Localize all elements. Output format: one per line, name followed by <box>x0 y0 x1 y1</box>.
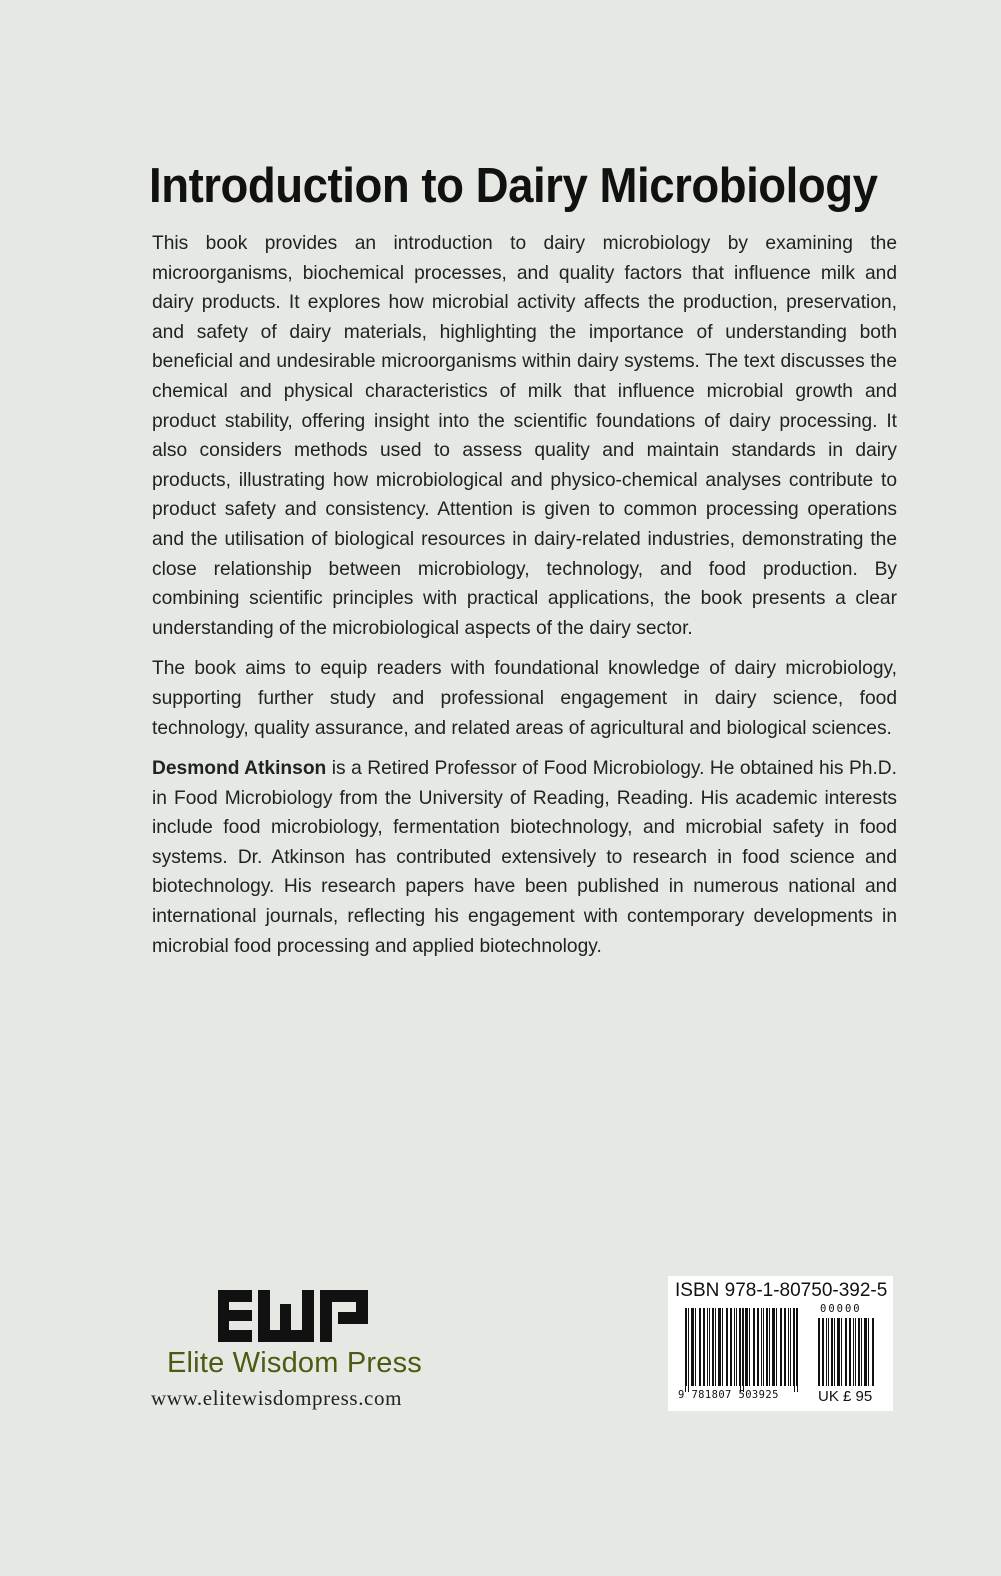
barcode-bar <box>736 1308 737 1386</box>
barcode-bar <box>749 1308 750 1386</box>
isbn-number: ISBN 978-1-80750-392-5 <box>675 1280 888 1301</box>
barcode-bar <box>796 1308 797 1386</box>
barcode-bar <box>715 1308 716 1386</box>
barcode-bar <box>790 1308 791 1386</box>
barcode-bar <box>722 1308 723 1386</box>
barcode-bar <box>734 1308 735 1386</box>
author-bio-paragraph <box>152 754 897 961</box>
barcode-bar <box>730 1308 732 1386</box>
addon-code: 00000 <box>820 1303 862 1315</box>
ean-digits: 9 781807 503925 <box>678 1389 779 1401</box>
isbn-barcode <box>668 1276 893 1411</box>
barcode-bar <box>818 1318 820 1386</box>
barcode-bar <box>753 1308 755 1386</box>
barcode-bar <box>868 1318 869 1386</box>
barcode-bar <box>769 1308 770 1386</box>
barcode-guard-bar <box>794 1308 795 1392</box>
author-name: Desmond Atkinson <box>152 758 327 780</box>
author-bio-text: is a Retired Professor of Food Microbiology. He obtained his Ph.D. in Food Microbiology from the University of Reading, Reading. His academic interests include food microbiology, fermentation biotechnology, and microbial safety in food systems. Dr. Atkinson has contributed extensively to research in food science and biotechnology. His research papers have been published in numerous national and international journals, reflecting his engagement with contemporary developments in microbial food processing and applied biotechnology. <box>152 758 897 957</box>
price-label: UK £ 95 <box>818 1388 873 1405</box>
barcode-bar <box>864 1318 867 1386</box>
barcode-bar <box>784 1308 786 1386</box>
barcode-bar <box>872 1318 874 1386</box>
barcode-bar <box>718 1308 721 1386</box>
barcode-bar <box>853 1318 854 1386</box>
barcode-bar <box>757 1308 759 1386</box>
barcode-bar <box>703 1308 705 1386</box>
barcode-bar <box>822 1318 824 1386</box>
barcode-bar <box>691 1308 694 1386</box>
barcode-bar <box>841 1318 842 1386</box>
barcode-bar <box>788 1308 789 1386</box>
barcode-bar <box>745 1308 748 1386</box>
barcode-bar <box>766 1308 768 1386</box>
barcode-bar <box>849 1318 851 1386</box>
publisher-logo <box>150 1290 450 1420</box>
publisher-logo-mark <box>218 1290 368 1342</box>
barcode-bar <box>845 1318 847 1386</box>
barcode-bar <box>772 1308 775 1386</box>
barcode-bar <box>709 1308 710 1386</box>
barcode-bar <box>761 1308 762 1386</box>
barcode-bar <box>742 1308 743 1386</box>
barcode-bar <box>780 1308 782 1386</box>
barcode-bar <box>828 1318 829 1386</box>
barcode-bar <box>858 1318 860 1386</box>
barcode-bar <box>699 1308 701 1386</box>
aims-paragraph: The book aims to equip readers with foundational knowledge of dairy microbiology, supporting further study and professional engagement in dairy science, food technology, quality assurance, and related areas of agricultural and biological sciences. <box>152 658 897 739</box>
back-cover-text <box>152 229 897 972</box>
barcode-bar <box>826 1318 827 1386</box>
barcode-bar <box>837 1318 840 1386</box>
publisher-url: www.elitewisdompress.com <box>151 1386 402 1410</box>
publisher-name: Elite Wisdom Press <box>167 1347 422 1379</box>
barcode-guard-bar <box>743 1308 744 1392</box>
barcode-bar <box>763 1308 764 1386</box>
barcode-bar <box>695 1308 696 1386</box>
barcode-bar <box>855 1318 856 1386</box>
barcode-bar <box>834 1318 835 1386</box>
barcode-guard-bar <box>688 1308 689 1392</box>
barcode-bar <box>861 1318 862 1386</box>
barcode-bar <box>776 1308 777 1386</box>
barcode-bar <box>712 1308 714 1386</box>
barcode-bar <box>831 1318 833 1386</box>
barcode-guard-bar <box>740 1308 741 1392</box>
barcode-guard-bar <box>685 1308 686 1392</box>
book-title: Introduction to Dairy Microbiology <box>149 159 878 213</box>
barcode-bar <box>707 1308 708 1386</box>
description-paragraph: This book provides an introduction to dairy microbiology by examining the microorganisms, biochemical processes, and quality factors that influence milk and dairy products. It explores how microbial activity affects the production, preservation, and safety of dairy materials, highlighting the importance of understanding both beneficial and undesirable microorganisms within dairy systems. The text discusses the chemical and physical characteristics of milk that influence microbial growth and product stability, offering insight into the scientific foundations of dairy processing. It also considers methods used to assess quality and maintain standards in dairy products, illustrating how microbiological and physico-chemical analyses contribute to product safety and consistency. Attention is given to common processing operations and the utilisation of biological resources in dairy-related industries, demonstrating the close relationship between microbiology, technology, and food production. By combining scientific principles with practical applications, the book presents a clear understanding of the microbiological aspects of the dairy sector. <box>152 233 897 639</box>
barcode-bar <box>726 1308 728 1386</box>
barcode-guard-bar <box>797 1308 798 1392</box>
